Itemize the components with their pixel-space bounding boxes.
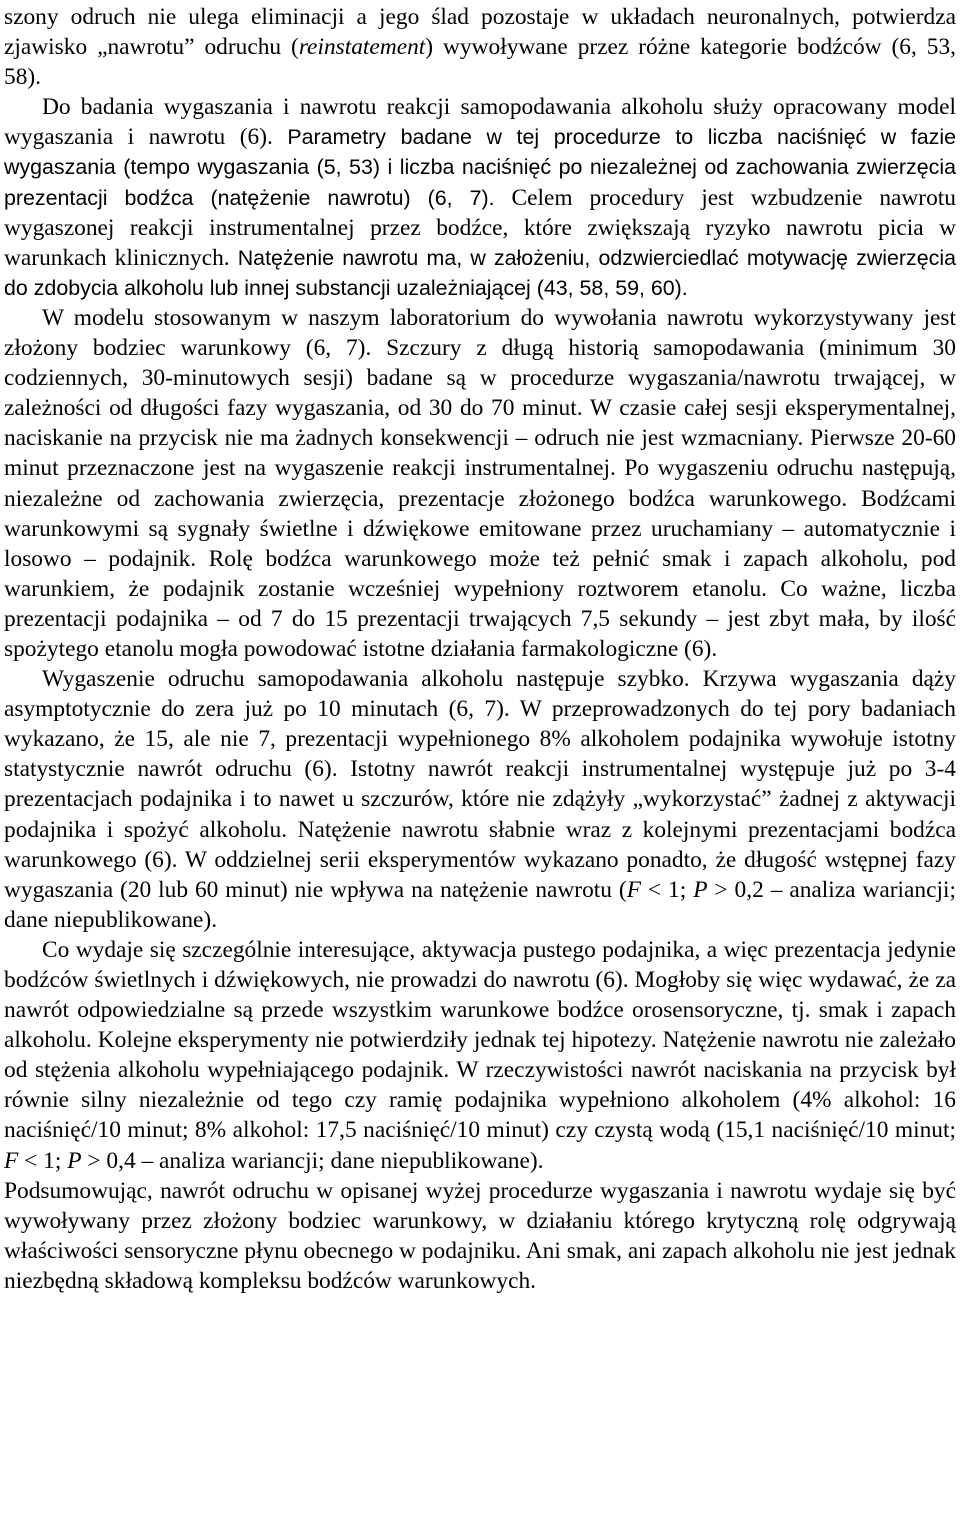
paragraph-3 [4,303,956,664]
text-segment: P [67,1147,82,1174]
paragraph-2 [4,92,956,303]
paragraph-1 [4,2,956,92]
text-segment: F [4,1147,19,1174]
text-segment: Do badania wygaszania i nawrotu reakcji samopodawania alkoholu służy opracowany model wygaszania i nawrotu (6). [4,94,956,151]
text-segment: Celem procedury jest wzbudzenie nawrotu wygaszonej reakcji instrumentalnej przez bodźce, które zwiększają ryzyko nawrotu picia w warunkach klinicznych. [4,184,956,271]
text-segment: < 1; [18,1147,68,1174]
text-segment: Podsumowując, nawrót odruchu w opisanej wyżej procedurze wygaszania i nawrotu wydaje się być wywoływany przez złożony bodziec warunkowy, w działaniu którego krytyczną rolę odgrywają właściwości sensoryczne płynu obecnego w podajniku. Ani smak, ani zapach alkoholu nie jest jednak niezbędną składową kompleksu bodźców warunkowych. [4,1177,956,1294]
paragraph-6 [4,1176,956,1296]
text-segment: ) wywoływane przez różne kategorie bodźców (6, 53, 58). [4,34,956,91]
text-segment: Wygaszenie odruchu samopodawania alkoholu następuje szybko. Krzywa wygaszania dąży asymptotycznie do zera już po 10 minutach (6, 7). W przeprowadzonych do tej pory badaniach wykazano, że 15, ale nie 7, prezentacji wypełnionego 8% alkoholem podajnika wywołuje istotny statystycznie nawrót odruchu (6). Istotny nawrót reakcji instrumentalnej występuje już po 3-4 prezentacjach podajnika i to nawet u szczurów, które nie zdążyły „wykorzystać” żadnej z aktywacji podajnika i spożyć alkoholu. Natężenie nawrotu słabnie wraz z kolejnymi prezentacjami bodźca warunkowego (6). W oddzielnej serii eksperymentów wykazano ponadto, że długość wstępnej fazy wygaszania (20 lub 60 minut) nie wpływa na natężenie nawrotu ( [4,666,956,903]
paragraph-5 [4,935,956,1176]
text-segment: < 1; [641,876,694,903]
text-segment: > 0,4 – analiza wariancji; dane niepublikowane). [81,1147,544,1174]
document-page [4,0,956,1296]
text-segment: W modelu stosowanym w naszym laboratorium do wywołania nawrotu wykorzystywany jest złożony bodziec warunkowy (6, 7). Szczury z długą historią samopodawania (minimum 30 codziennych, 30-minutowych sesji) badane są w procedurze wygaszania/nawrotu trwającej, w zależności od długości fazy wygaszania, od 30 do 70 minut. W czasie całej sesji eksperymentalnej, naciskanie na przycisk nie ma żadnych konsekwencji – odruch nie jest wzmacniany. Pierwsze 20-60 minut przeznaczone jest na wygaszenie reakcji instrumentalnej. Po wygaszeniu odruchu następują, niezależne od zachowania zwierzęcia, prezentacje złożonego bodźca warunkowego. Bodźcami warunkowymi są sygnały świetlne i dźwiękowe emitowane przez uruchamiany – automatycznie i losowo – podajnik. Rolę bodźca warunkowego może też pełnić smak i zapach alkoholu, pod warunkiem, że podajnik zostanie wcześniej wypełniony roztworem etanolu. Co ważne, liczba prezentacji podajnika – od 7 do 15 prezentacji trwających 7,5 sekundy – jest zbyt mała, by ilość spożytego etanolu mogła powodować istotne działania farmakologiczne (6). [4,304,956,662]
text-segment: Natężenie nawrotu ma, w założeniu, odzwierciedlać motywację zwierzęcia do zdobycia alkoholu lub innej substancji uzależniającej (43, 58, 59, 60). [4,245,956,300]
text-segment: Co wydaje się szczególnie interesujące, aktywacja pustego podajnika, a więc prezentacja jedynie bodźców świetlnych i dźwiękowych, nie prowadzi do nawrotu (6). Mogłoby się więc wydawać, że za nawrót odpowiedzialne są przede wszystkim warunkowe bodźce orosensoryczne, tj. smak i zapach alkoholu. Kolejne eksperymenty nie potwierdziły jednak tej hipotezy. Natężenie nawrotu nie zależało od stężenia alkoholu wypełniającego podajnik. W rzeczywistości nawrót naciskania na przycisk był równie silny niezależnie od tego czy ramię podajnika wypełniono alkoholem (4% alkohol: 16 naciśnięć/10 minut; 8% alkohol: 17,5 naciśnięć/10 minut) czy czystą wodą (15,1 naciśnięć/10 minut; [4,936,956,1144]
text-segment: F [626,876,641,903]
text-segment: reinstatement [298,34,426,61]
text-segment: Parametry badane w tej procedurze to liczba naciśnięć w fazie wygaszania (tempo wygaszania (5, 53) i liczba naciśnięć po niezależnej od zachowania zwierzęcia prezentacji bodźca (natężenie nawrotu) (6, 7). [4,125,956,210]
text-segment: P [693,876,708,903]
text-segment: szony odruch nie ulega eliminacji a jego ślad pozostaje w układach neuronalnych, potwierdza zjawisko „nawrotu” odruchu ( [4,4,956,61]
paragraph-4 [4,664,956,935]
text-segment: > 0,2 – analiza wariancji; dane niepublikowane). [4,876,957,933]
